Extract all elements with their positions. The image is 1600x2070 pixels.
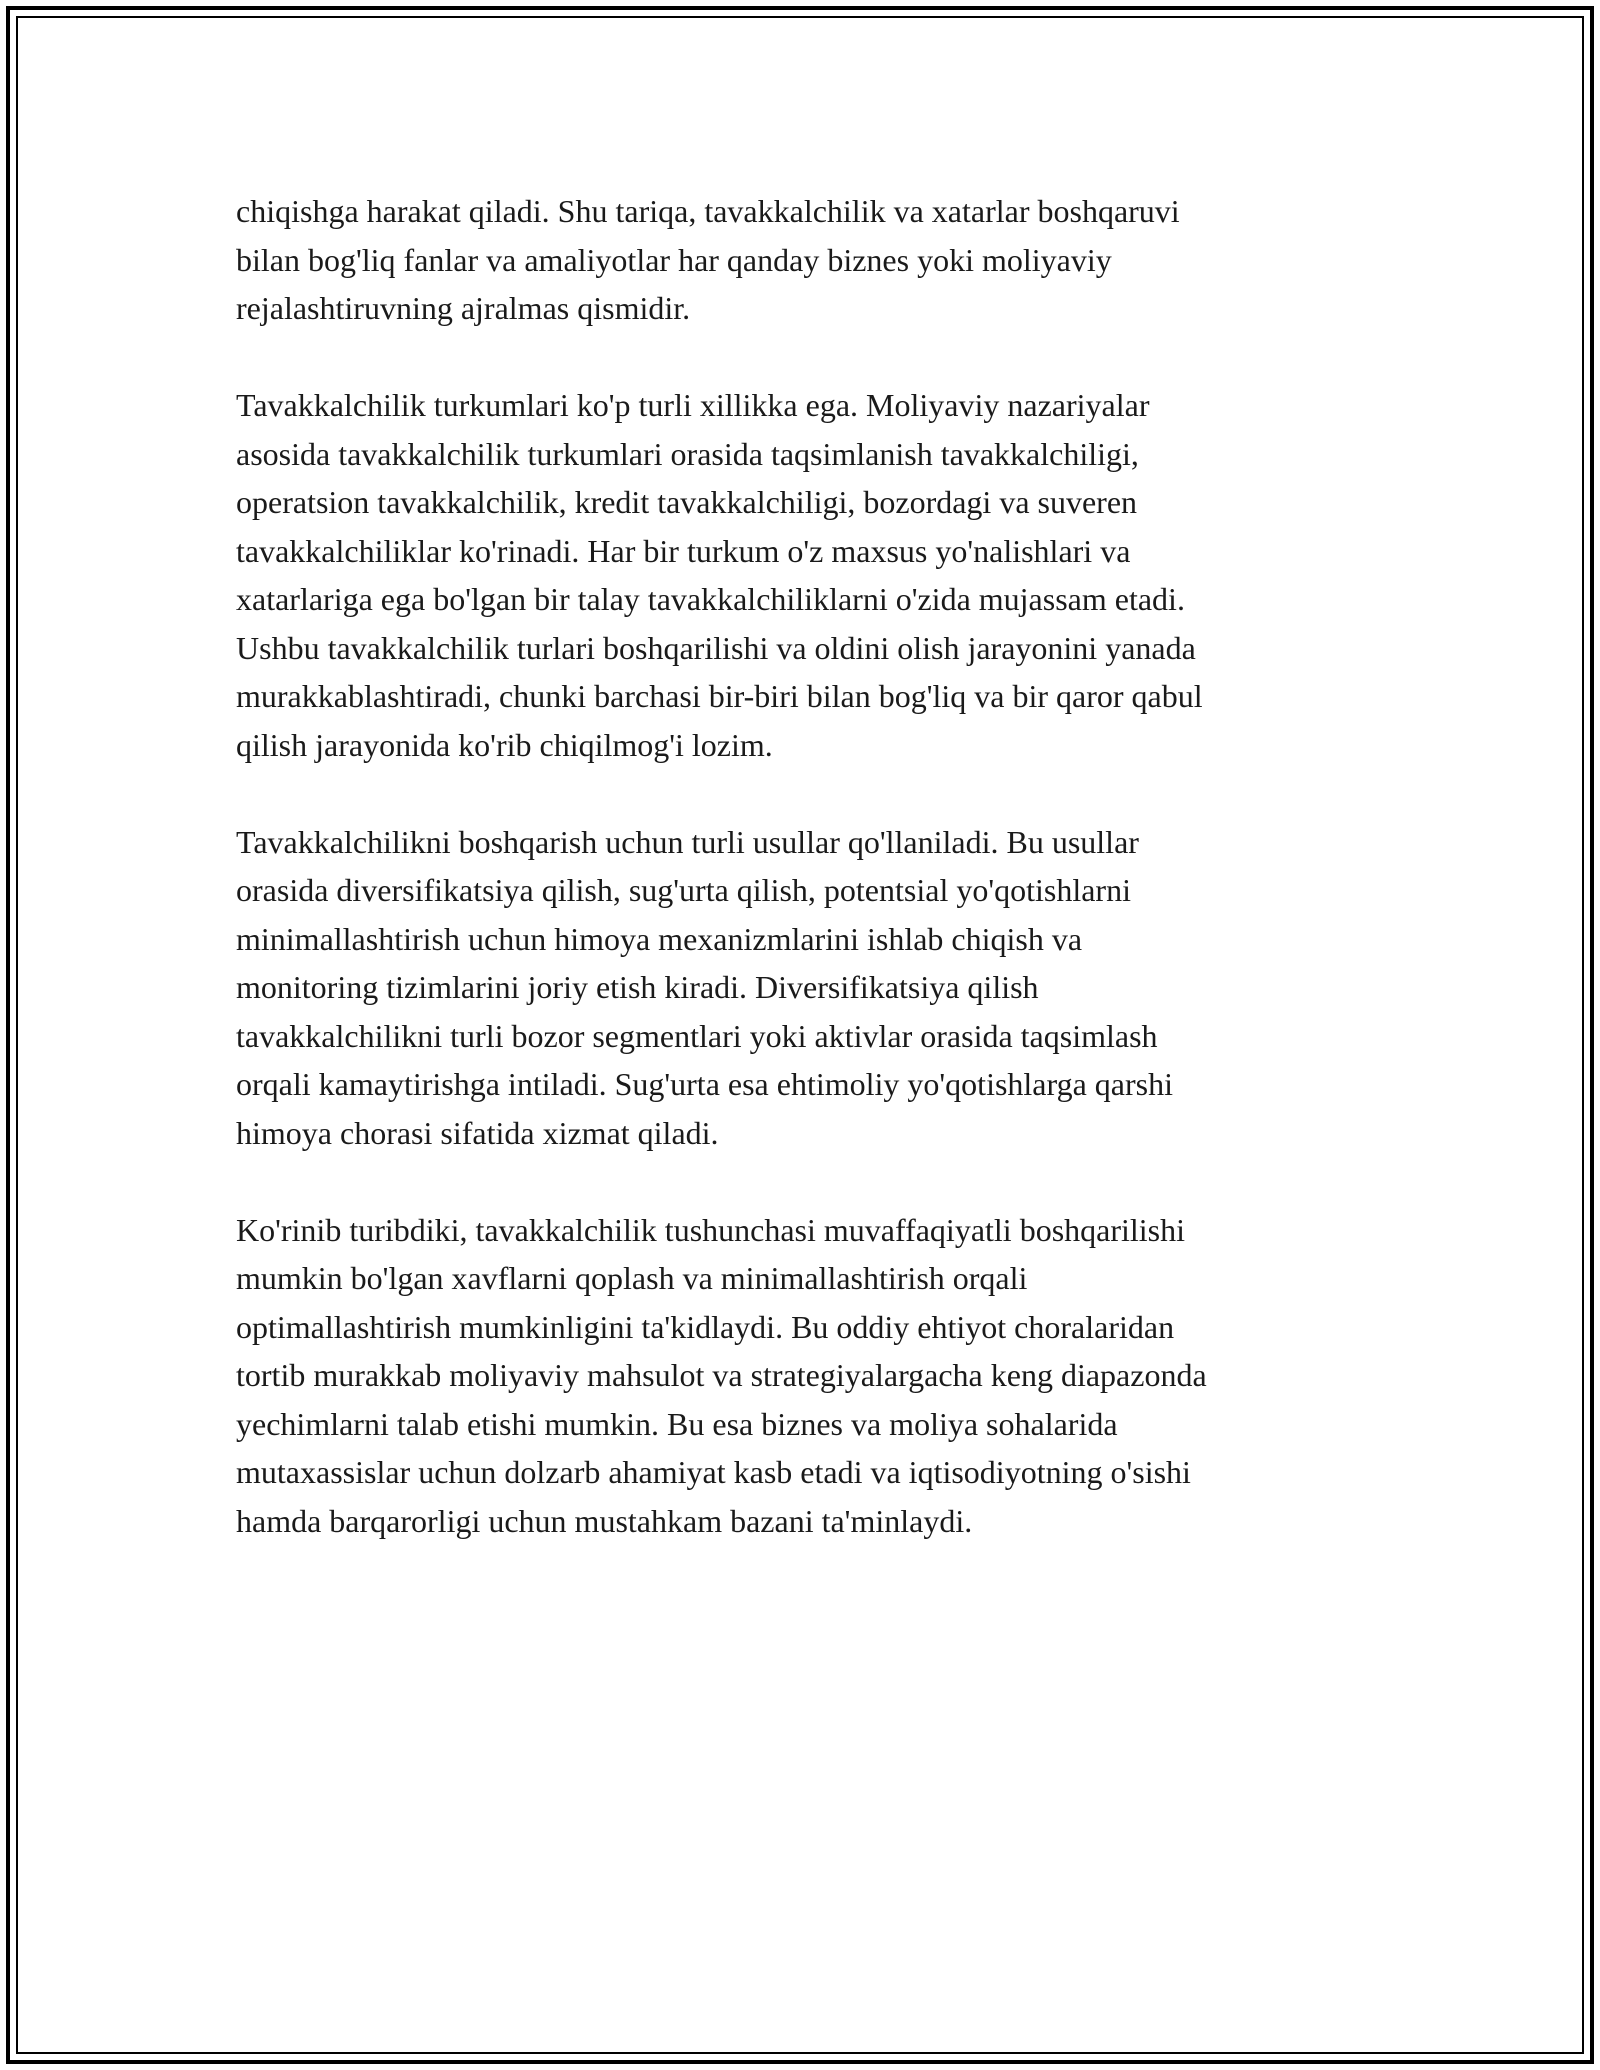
text-line: himoya chorasi sifatida xizmat qiladi. (236, 1114, 719, 1151)
paragraph-3 (236, 818, 1376, 1158)
text-line: optimallashtirish mumkinligini ta'kidlaydi. Bu oddiy ehtiyot choralaridan (236, 1308, 1175, 1345)
text-line: Tavakkalchilikni boshqarish uchun turli usullar qo'llaniladi. Bu usullar (236, 823, 1139, 860)
text-line: Ko'rinib turibdiki, tavakkalchilik tushunchasi muvaffaqiyatli boshqarilishi (236, 1211, 1186, 1248)
text-line: asosida tavakkalchilik turkumlari orasida taqsimlanish tavakkalchiligi, (236, 435, 1139, 472)
text-line: Tavakkalchilik turkumlari ko'p turli xillikka ega. Moliyaviy nazariyalar (236, 387, 1150, 423)
text-line: Ushbu tavakkalchilik turlari boshqarilishi va oldini olish jarayonini yanada (236, 629, 1196, 666)
text-line: rejalashtiruvning ajralmas qismidir. (236, 290, 691, 326)
text-line: yechimlarni talab etishi mumkin. Bu esa biznes va moliya sohalarida (236, 1405, 1118, 1442)
text-line: mutaxassislar uchun dolzarb ahamiyat kasb etadi va iqtisodiyotning o'sishi (236, 1454, 1191, 1490)
text-line: hamda barqarorligi uchun mustahkam bazani ta'minlaydi. (236, 1502, 973, 1539)
text-line: mumkin bo'lgan xavflarni qoplash va minimallashtirish orqali (236, 1260, 1028, 1296)
text-line: bilan bog'liq fanlar va amaliyotlar har qanday biznes yoki moliyaviy (236, 241, 1112, 278)
paragraph-2 (236, 381, 1376, 769)
text-line: minimallashtirish uchun himoya mexanizmlarini ishlab chiqish va (236, 920, 1083, 957)
paragraph-4 (236, 1206, 1376, 1546)
text-line: operatsion tavakkalchilik, kredit tavakkalchiligi, bozordagi va suveren (236, 484, 1138, 520)
document-body (236, 187, 1376, 1594)
text-line: tortib murakkab moliyaviy mahsulot va strategiyalargacha keng diapazonda (236, 1357, 1207, 1393)
text-line: orasida diversifikatsiya qilish, sug'urta qilish, potentsial yo'qotishlarni (236, 872, 1131, 908)
text-line: xatarlariga ega bo'lgan bir talay tavakkalchiliklarni o'zida mujassam etadi. (236, 581, 1185, 617)
text-line: monitoring tizimlarini joriy etish kiradi. Diversifikatsiya qilish (236, 969, 1039, 1005)
text-line: chiqishga harakat qiladi. Shu tariqa, tavakkalchilik va xatarlar boshqaruvi (236, 193, 1180, 229)
text-line: orqali kamaytirishga intiladi. Sug'urta esa ehtimoliy yo'qotishlarga qarshi (236, 1066, 1173, 1102)
paragraph-1 (236, 187, 1376, 333)
text-line: murakkablashtiradi, chunki barchasi bir-biri bilan bog'liq va bir qaror qabul (236, 678, 1203, 714)
text-line: qilish jarayonida ko'rib chiqilmog'i lozim. (236, 726, 773, 763)
text-line: tavakkalchiliklar ko'rinadi. Har bir turkum o'z maxsus yo'nalishlari va (236, 532, 1131, 569)
text-line: tavakkalchilikni turli bozor segmentlari yoki aktivlar orasida taqsimlash (236, 1017, 1158, 1054)
